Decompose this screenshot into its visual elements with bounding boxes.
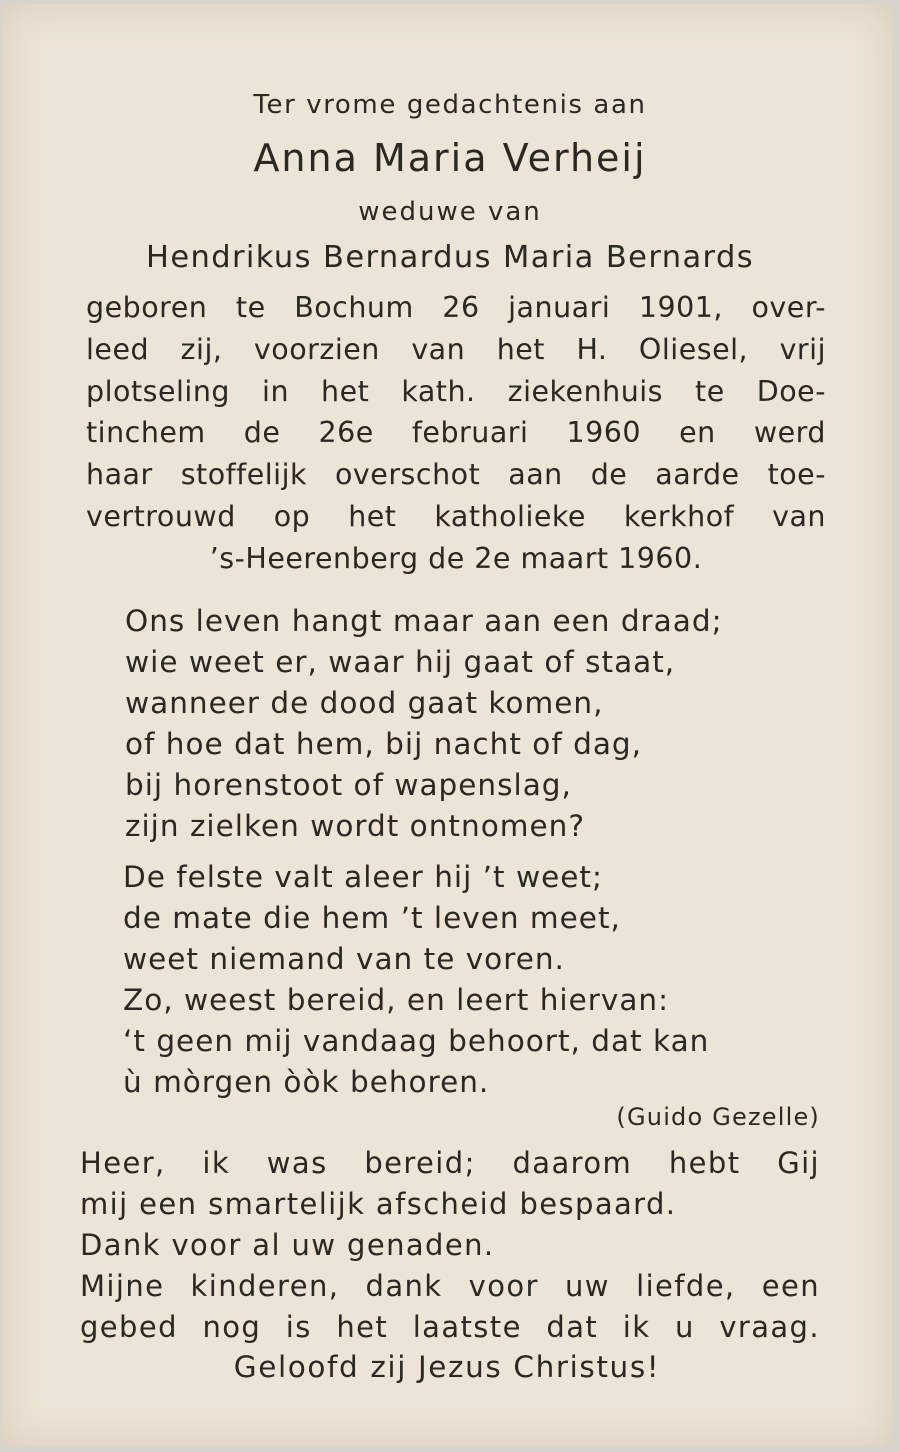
- poem-line: De felste valt aleer hij ’t weet;: [123, 860, 603, 894]
- biography-line: vertrouwd op het katholieke kerkhof van: [86, 499, 826, 533]
- biography: [86, 287, 826, 580]
- poem-stanza-1: [125, 601, 723, 847]
- poem-line: de mate die hem ’t leven meet,: [123, 901, 621, 935]
- poem-line: wie weet er, waar hij gaat of staat,: [125, 645, 676, 679]
- poem-line: Zo, weest bereid, en leert hiervan:: [123, 983, 670, 1017]
- poem-author: (Guido Gezelle): [616, 1103, 820, 1131]
- poem-line: Ons leven hangt maar aan een draad;: [125, 604, 723, 638]
- spouse-name: Hendrikus Bernardus Maria Bernards: [145, 240, 754, 275]
- poem-line: ‘t geen mij vandaag behoort, dat kan: [123, 1024, 710, 1058]
- deceased-name: Anna Maria Verheij: [253, 136, 647, 180]
- prayer-line: Dank voor al uw genaden.: [80, 1228, 495, 1262]
- biography-line: tinchem de 26e februari 1960 en werd: [86, 416, 826, 450]
- poem-line: weet niemand van te voren.: [123, 942, 565, 976]
- poem-line: ù mòrgen òòk behoren.: [123, 1065, 490, 1099]
- poem-stanza-2: [123, 857, 709, 1103]
- poem-line: of hoe dat hem, bij nacht of dag,: [125, 727, 643, 761]
- prayer-line: Heer, ik was bereid; daarom hebt Gij: [80, 1146, 820, 1180]
- biography-line: haar stoffelijk overschot aan de aarde toe-: [86, 458, 826, 492]
- biography-line: geboren te Bochum 26 januari 1901, over-: [86, 291, 826, 324]
- poem-line: wanneer de dood gaat komen,: [125, 686, 604, 720]
- prayer-line: Mijne kinderen, dank voor uw liefde, een: [80, 1269, 820, 1303]
- intro-line: Ter vrome gedachtenis aan: [253, 90, 647, 120]
- prayer-line: gebed nog is het laatste dat ik u vraag.: [80, 1310, 820, 1344]
- closing-line: Geloofd zij Jezus Christus!: [233, 1350, 661, 1384]
- biography-line: ’s-Heerenberg de 2e maart 1960.: [209, 541, 703, 575]
- prayer-line: mij een smartelijk afscheid bespaard.: [80, 1187, 677, 1221]
- poem-line: bij horenstoot of wapenslag,: [125, 768, 572, 802]
- poem-line: zijn zielken wordt ontnomen?: [125, 809, 585, 843]
- relation-line: weduwe van: [358, 197, 542, 227]
- biography-line: leed zij, voorzien van het H. Oliesel, vrij: [86, 332, 826, 366]
- prayer: [80, 1143, 820, 1348]
- biography-line: plotseling in het kath. ziekenhuis te Doe-: [86, 374, 826, 408]
